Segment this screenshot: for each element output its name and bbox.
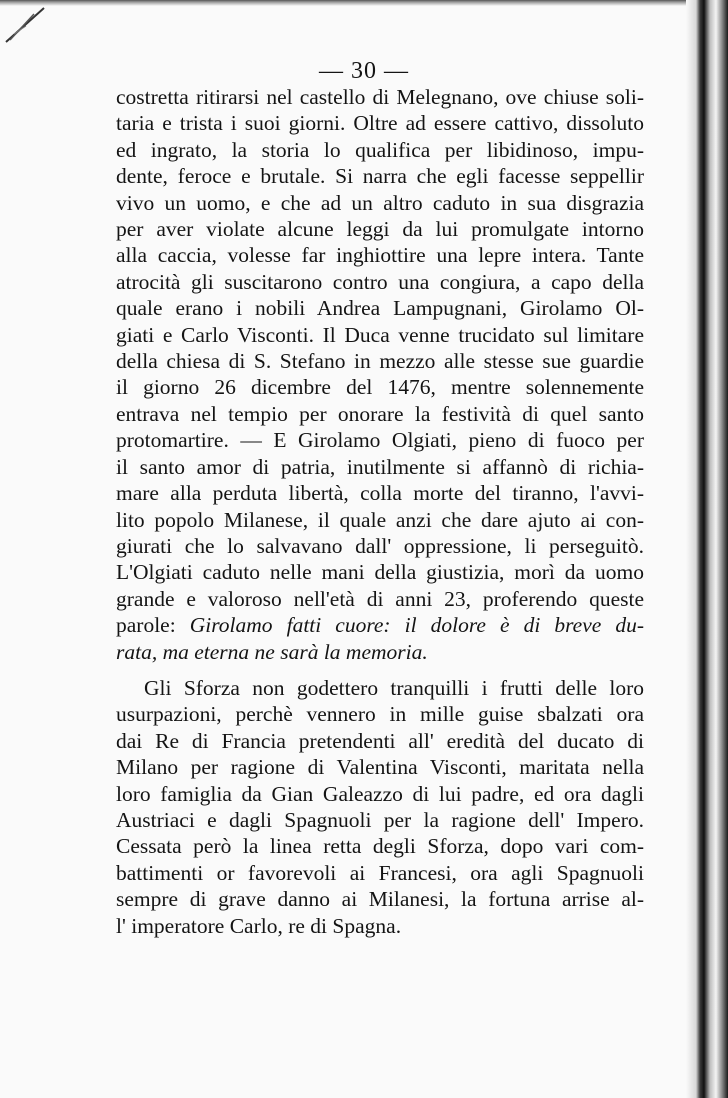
text-line: L'Olgiati caduto nelle mani della giustizia, morì da uomo [116, 560, 644, 585]
text-line: taria e trista i suoi giorni. Oltre ad essere cattivo, dissoluto [116, 111, 644, 136]
ink-smudge-icon [4, 4, 50, 44]
scan-top-edge [0, 0, 700, 6]
text-line: quale erano i nobili Andrea Lampugnani, Girolamo Ol- [116, 296, 644, 321]
text-line: alla caccia, volesse far inghiottire una lepre intera. Tante [116, 243, 644, 268]
text-line: Milano per ragione di Valentina Visconti, maritata nella [116, 755, 644, 780]
paragraph-1 [116, 84, 644, 612]
text-line: lito popolo Milanese, il quale anzi che dare ajuto ai con- [116, 507, 644, 532]
paragraph-gap [116, 665, 644, 675]
text-line: Gli Sforza non godettero tranquilli i frutti delle loro [144, 675, 644, 700]
text-line: giurati che lo salvavano dall' oppressione, li perseguitò. [116, 533, 644, 558]
text-line: il santo amor di patria, inutilmente si affannò di richia- [116, 454, 644, 479]
text-line: Cessata però la linea retta degli Sforza, dopo vari com- [116, 834, 644, 859]
page-number: — 30 — [319, 58, 409, 84]
text-line: ed ingrato, la storia lo qualifica per libidinoso, impu- [116, 137, 644, 162]
quote-prefix: parole: [116, 613, 190, 638]
text-line: il giorno 26 dicembre del 1476, mentre solennemente [116, 375, 644, 400]
text-line: Austriaci e dagli Spagnuoli per la ragione dell' Impero. [116, 807, 644, 832]
body-text [116, 84, 644, 939]
text-line: l' imperatore Carlo, re di Spagna. [116, 913, 402, 938]
text-line: dai Re di Francia pretendenti all' eredità del ducato di [116, 728, 644, 753]
text-line: dente, feroce e brutale. Si narra che egli facesse seppellir [116, 164, 644, 189]
text-line: costretta ritirarsi nel castello di Melegnano, ove chiuse soli- [116, 85, 644, 109]
text-line: vivo un uomo, e che ad un altro caduto in sua disgrazia [116, 190, 644, 215]
text-line: loro famiglia da Gian Galeazzo di lui padre, ed ora dagli [116, 781, 644, 806]
text-line: della chiesa di S. Stefano in mezzo alle stesse sue guardie [116, 349, 644, 374]
text-line: per aver violate alcune leggi da lui promulgate intorno [116, 217, 644, 242]
text-line: sempre di grave danno ai Milanesi, la fortuna arrise al- [116, 887, 644, 912]
text-line: entrava nel tempio per onorare la festività di quel santo [116, 401, 644, 426]
scan-binding-edge [686, 0, 728, 1098]
text-line: battimenti or favorevoli ai Francesi, ora agli Spagnuoli [116, 860, 644, 885]
text-line: grande e valoroso nell'età di anni 23, proferendo queste [116, 586, 644, 611]
text-line: usurpazioni, perchè vennero in mille guise sbalzati ora [116, 702, 644, 727]
quote-line-2 [116, 639, 644, 665]
paragraph-2 [116, 675, 644, 939]
text-line: protomartire. — E Girolamo Olgiati, pieno di fuoco per [116, 428, 644, 453]
quote-italic-1: Girolamo fatti cuore: il dolore è di breve du- [189, 613, 644, 638]
quote-italic-2: rata, ma eterna ne sarà la memoria. [116, 639, 428, 664]
text-line: giati e Carlo Visconti. Il Duca venne trucidato sul limitare [116, 322, 644, 347]
text-line: mare alla perduta libertà, colla morte del tiranno, l'avvi- [116, 481, 644, 506]
quote-line-1 [116, 612, 644, 638]
text-line: atrocità gli suscitarono contro una congiura, a capo della [116, 269, 644, 294]
